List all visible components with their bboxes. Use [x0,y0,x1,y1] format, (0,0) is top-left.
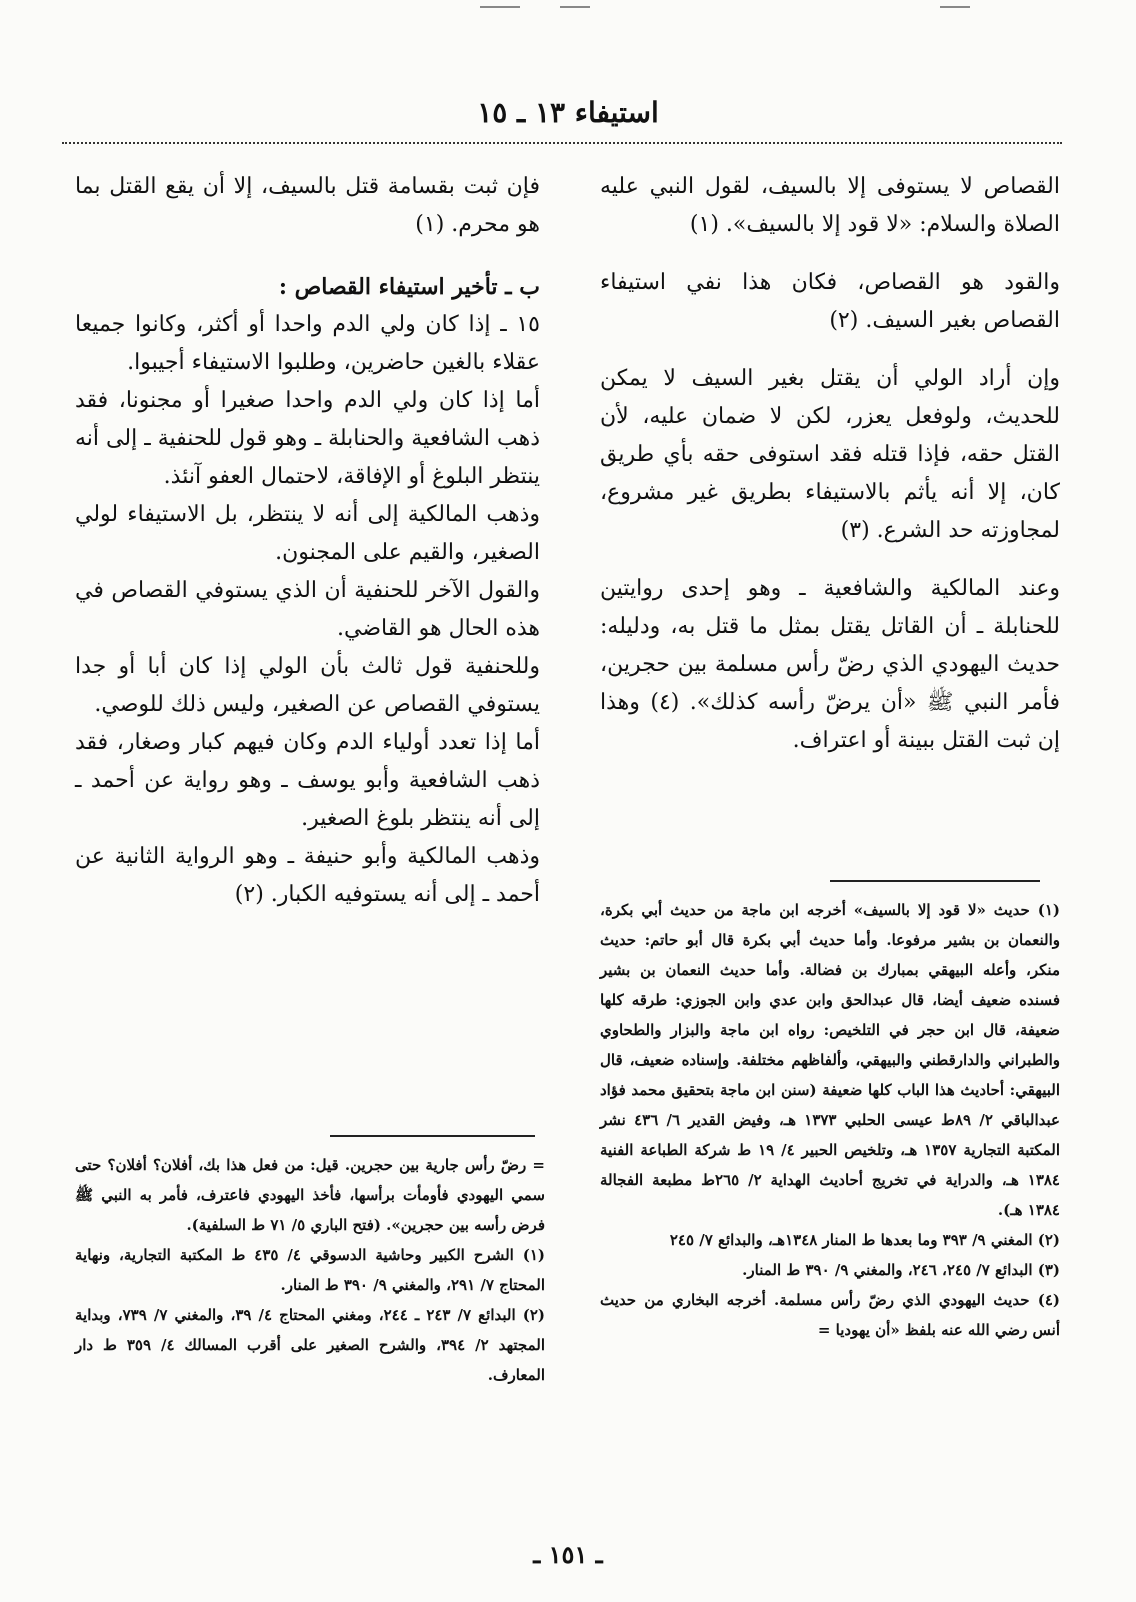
right-column [600,168,1060,780]
footnote: (٣) البدائع ٧/ ٢٤٥، ٢٤٦، والمغني ٩/ ٣٩٠ ط المنار. [742,1261,1060,1279]
footnote-divider [830,880,1040,882]
body-paragraph: أما إذا تعدد أولياء الدم وكان فيهم كبار وصغار، فقد ذهب الشافعية وأبو يوسف ـ وهو رواية عن أحمد ـ إلى أنه ينتظر بلوغ الصغير. [75,730,540,831]
body-paragraph: وذهب المالكية وأبو حنيفة ـ وهو الرواية الثانية عن أحمد ـ إلى أنه يستوفيه الكبار. (٢) [75,844,540,907]
section-heading: ب ـ تأخير استيفاء القصاص : [278,274,540,300]
footnotes-right [600,895,1060,1345]
footnote-divider [330,1135,535,1137]
scan-artifact [560,6,590,8]
footnote: (١) الشرح الكبير وحاشية الدسوقي ٤/ ٤٣٥ ط المكتبة التجارية، ونهاية المحتاج ٧/ ٢٩١، والمغني ٩/ ٣٩٠ ط المنار. [75,1246,546,1294]
body-paragraph: والقول الآخر للحنفية أن الذي يستوفي القصاص في هذه الحال هو القاضي. [75,578,540,641]
body-paragraph: وذهب المالكية إلى أنه لا ينتظر، بل الاستيفاء لولي الصغير، والقيم على المجنون. [75,502,540,565]
footnote: (١) حديث «لا قود إلا بالسيف» أخرجه ابن ماجة من حديث أبي بكرة، والنعمان بن بشير مرفوعا. وأما حديث أبي بكرة قال أبو حاتم: حديث منكر، وأعله البيهقي بمبارك بن فضالة. وأما حديث النعمان بن بشير فسنده ضعيف أيضا، قال عبدالحق وابن عدي وابن الجوزي: طرقه كلها ضعيفة، قال ابن حجر في التلخيص: رواه ابن ماجة والبزار والطحاوي والطبراني والدارقطني والبيهقي، وألفاظهم مختلفة. وإسناده ضعيف، قال البيهقي: أحاديث هذا الباب كلها ضعيفة (سنن ابن ماجة بتحقيق محمد فؤاد عبدالباقي ٢/ ٨٩ط عيسى الحلبي ١٣٧٣ هـ، وفيض القدير ٦/ ٤٣٦ نشر المكتبة التجارية ١٣٥٧ هـ، وتلخيص الحبير ٤/ ١٩ ط شركة الطباعة الفنية ١٣٨٤ هـ، والدراية في تخريج أحاديث الهداية ٢/ ٢٦٥ط مطبعة الفجالة ١٣٨٤ هـ). [600,901,1060,1219]
body-paragraph: فإن ثبت بقسامة قتل بالسيف، إلا أن يقع القتل بما هو محرم. (١) [75,174,540,237]
body-paragraph: القصاص لا يستوفى إلا بالسيف، لقول النبي عليه الصلاة والسلام: «لا قود إلا بالسيف». (١) [600,174,1060,237]
body-paragraph: وإن أراد الولي أن يقتل بغير السيف لا يمكن للحديث، ولوفعل يعزر، لكن لا ضمان عليه، لأن القتل حقه، فإذا قتله فقد استوفى حقه بأي طريق كان، إلا أنه يأثم بالاستيفاء بطريق غير مشروع، لمجاوزته حد الشرع. (٣) [600,366,1060,543]
body-paragraph: أما إذا كان ولي الدم واحدا صغيرا أو مجنونا، فقد ذهب الشافعية والحنابلة ـ وهو قول للحنفية ـ إلى أنه ينتظر البلوغ أو الإفاقة، لاحتمال العفو آنئذ. [75,388,540,489]
left-column [75,168,540,914]
scan-artifact [480,6,520,8]
body-paragraph: وللحنفية قول ثالث بأن الولي إذا كان أبا أو جدا يستوفي القصاص عن الصغير، وليس ذلك للوصي. [75,654,540,717]
body-paragraph: والقود هو القصاص، فكان هذا نفي استيفاء القصاص بغير السيف. (٢) [600,270,1060,333]
footnote: (٢) المغني ٩/ ٣٩٣ وما بعدها ط المنار ١٣٤٨هـ، والبدائع ٧/ ٢٤٥ [669,1231,1060,1249]
footnote: (٤) حديث اليهودي الذي رضّ رأس مسلمة. أخرجه البخاري من حديث أنس رضي الله عنه بلفظ «أن يهوديا = [600,1291,1060,1339]
page-number: ـ ١٥١ ـ [533,1540,603,1569]
footnotes-left [75,1150,545,1390]
running-header: استيفاء ١٣ ـ ١٥ [477,96,659,129]
body-paragraph: ١٥ ـ إذا كان ولي الدم واحدا أو أكثر، وكانوا جميعا عقلاء بالغين حاضرين، وطلبوا الاستيفاء أجيبوا. [75,312,540,375]
footnote: (٢) البدائع ٧/ ٢٤٣ ـ ٢٤٤، ومغني المحتاج ٤/ ٣٩، والمغني ٧/ ٧٣٩، وبداية المجتهد ٢/ ٣٩٤، والشرح الصغير على أقرب المسالك ٤/ ٣٥٩ ط دار المعارف. [75,1306,545,1384]
footnote: = رضّ رأس جارية بين حجرين. قيل: من فعل هذا بك، أفلان؟ أفلان؟ حتى سمي اليهودي فأومأت برأسها، فأخذ اليهودي فاعترف، فأمر به النبي ﷺ فرض رأسه بين حجرين». (فتح الباري ٥/ ٧١ ط السلفية). [75,1156,545,1234]
scan-artifact [940,6,970,8]
header-divider [62,142,1062,144]
body-paragraph: وعند المالكية والشافعية ـ وهو إحدى روايتين للحنابلة ـ أن القاتل يقتل بمثل ما قتل به، ودليله: حديث اليهودي الذي رضّ رأس مسلمة بين حجرين، فأمر النبي ﷺ «أن يرضّ رأسه كذلك». (٤) وهذا إن ثبت القتل ببينة أو اعتراف. [600,576,1060,753]
